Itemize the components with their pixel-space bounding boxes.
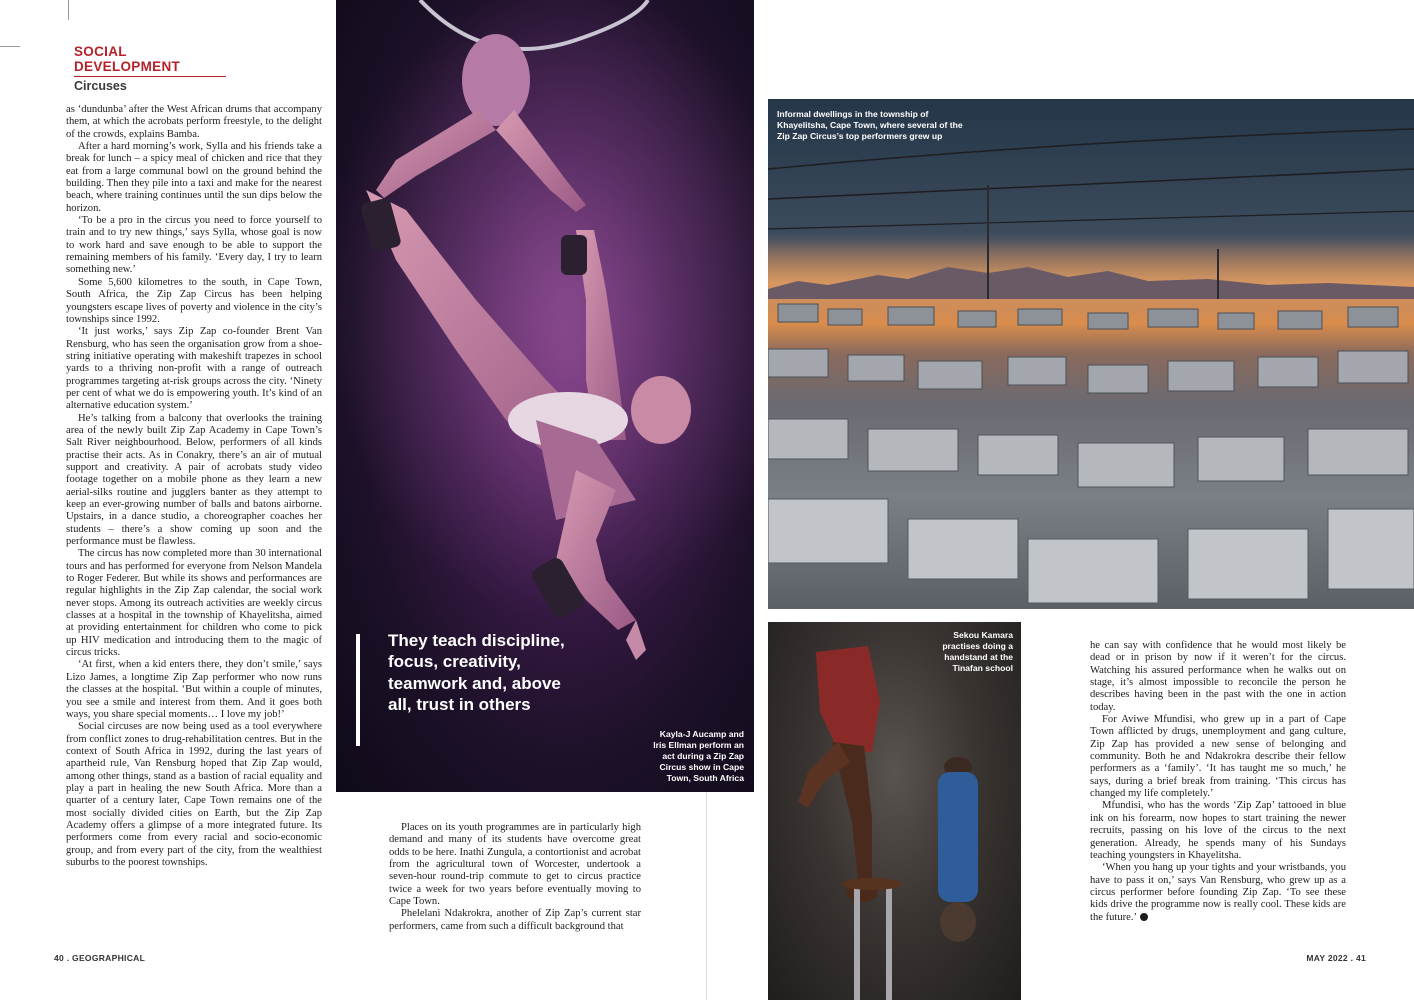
- end-of-article-bullet-icon: [1140, 913, 1148, 921]
- crop-mark-vertical: [68, 0, 69, 20]
- paragraph: The circus has now completed more than 30 international tours and has performed for everyone from Nelson Mandela to Roger Federer. But while its shows and performances are regular highlights in the Zip Zap calendar, the social work never stops. Among its outreach activities are weekly circus classes at a hospital in the township of Khayelitsha, aimed at providing entertainment for children who come to pick up HIV medication and introducing them to the magic of circus tricks.: [66, 548, 322, 659]
- article-column-3: [1090, 640, 1346, 924]
- paragraph-text: ‘When you hang up your tights and your wristbands, you have to pass it on,’ says Van Rensburg, who grew up as a circus performer before founding Zip Zap. ‘To see these kids drive the programme now is really cool. These kids are the future.’: [1090, 862, 1346, 923]
- crop-mark-horizontal: [0, 46, 20, 47]
- paragraph: Places on its youth programmes are in particularly high demand and many of its students have overcome great odds to be here. Inathi Zungula, a contortionist and acrobat from the agricultural town of Worcester, undertook a seven-hour round-trip commute to get to circus practice twice a week for two years before eventually moving to Cape Town.: [389, 822, 641, 908]
- paragraph: [1090, 862, 1346, 924]
- folio-right: MAY 2022 . 41: [1306, 953, 1366, 963]
- handstand-illustration: [768, 622, 1021, 1000]
- caption-township: Informal dwellings in the township of Khayelitsha, Cape Town, where several of the Zip Zap Circus’s top performers grew up: [777, 109, 963, 141]
- section-subtitle: Circuses: [74, 79, 127, 93]
- article-column-2: [389, 822, 641, 933]
- paragraph: For Aviwe Mfundisi, who grew up in a part of Cape Town afflicted by drugs, unemployment and gang culture, Zip Zap has provided a new sense of belonging and community. Both he and Ndakrokra describe their fellow performers as a ‘family’. ‘It has taught me so much,’ he says, during a brief break from training. ‘This circus has changed my life completely.’: [1090, 714, 1346, 800]
- aerial-performance-photo: [336, 0, 754, 792]
- paragraph: After a hard morning’s work, Sylla and his friends take a break for lunch – a spicy meal of chicken and rice that they eat from a large communal bowl on the ground behind the building. Then they pile into a taxi and make for the nearest beach, where training continues until the sun dips below the horizon.: [66, 141, 322, 214]
- section-title: SOCIAL DEVELOPMENT: [74, 44, 181, 74]
- township-illustration: [768, 99, 1414, 609]
- paragraph: Phelelani Ndakrokra, another of Zip Zap’s current star performers, came from such a difficult background that: [389, 908, 641, 932]
- paragraph: ‘At first, when a kid enters there, they don’t smile,’ says Lizo James, a longtime Zip Zap performer who now runs the classes at the hospital. ‘But within a couple of minutes, you see a smile and interest from them. And it goes both ways, you share special moments… I love my job!’: [66, 659, 322, 720]
- caption-handstand: Sekou Kamara practises doing a handstand at the Tinafan school: [942, 630, 1013, 673]
- paragraph: He’s talking from a balcony that overlooks the training area of the newly built Zip Zap Academy in Cape Town’s Salt River neighbourhood. Below, performers of all kinds practise their acts. As in Conakry, there’s an air of mutual support and creativity. A pair of acrobats study video footage together on a mobile phone as they learn a new aerial-silks routine and jugglers banter as they attempt to keep an ever-growing number of balls and batons airborne. Upstairs, in a dance studio, a choreographer coaches her students – there’s a show coming up soon and the performance must be flawless.: [66, 412, 322, 548]
- paragraph: Social circuses are now being used as a tool everywhere from conflict zones to drug-rehabilitation centres. But in the context of South Africa in 1992, during the last years of apartheid rule, Van Rensburg hoped that Zip Zap would, among other things, stand as a bastion of racial equality and play a part in healing the new South Africa. More than a quarter of a century later, Cape Town remains one of the most socially divided cities on Earth, but the Zip Zap Academy offers a glimpse of a more integrated future. Its performers come from every racial and socio-economic group, and from every part of the city, from the wealthiest suburbs to the poorest townships.: [66, 721, 322, 868]
- paragraph: he can say with confidence that he would most likely be dead or in prison by now if it weren’t for the circus. Watching his assured performance when he walks out on stage, it’s almost impossible to reconcile the person he describes having been in the past with the one in action today.: [1090, 640, 1346, 713]
- pullquote-bar: [356, 634, 360, 746]
- paragraph: Mfundisi, who has the words ‘Zip Zap’ tattooed in blue ink on his forearm, now hopes to start training the newer recruits, passing on his love of the circus to the next generation. Already, he spends many of his Sundays teaching youngsters in Khayelitsha.: [1090, 800, 1346, 861]
- paragraph: ‘To be a pro in the circus you need to force yourself to train and to try new things,’ says Sylla, whose goal is now to work hard and save enough to be able to support the remaining members of his family. ‘Every day, I try to learn something new.’: [66, 215, 322, 276]
- pullquote: They teach discipline, focus, creativity, teamwork and, above all, trust in others: [388, 631, 565, 715]
- article-column-1: [66, 104, 322, 869]
- handstand-photo: [768, 622, 1021, 1000]
- caption-aerial: Kayla-J Aucamp and Iris Ellman perform an act during a Zip Zap Circus show in Cape Town, South Africa: [653, 729, 744, 783]
- section-rule: [74, 76, 226, 77]
- paragraph: ‘It just works,’ says Zip Zap co-founder Brent Van Rensburg, who has seen the organisation grow from a shoe-string initiative operating with makeshift trapezes in school yards to a thriving non-profit with a range of outreach programmes targeting at-risk groups across the city. ‘Ninety per cent of what we do is empowering youth. It’s kind of an alternative education system.’: [66, 326, 322, 412]
- folio-left: 40 . GEOGRAPHICAL: [54, 953, 146, 963]
- township-photo: [768, 99, 1414, 609]
- paragraph: as ‘dundunba’ after the West African drums that accompany them, at which the acrobats perform freestyle, to the delight of the crowds, explains Bamba.: [66, 104, 322, 140]
- section-header: [74, 44, 234, 93]
- paragraph: Some 5,600 kilometres to the south, in Cape Town, South Africa, the Zip Zap Circus has been helping youngsters escape lives of poverty and violence in the city’s townships since 1992.: [66, 276, 322, 325]
